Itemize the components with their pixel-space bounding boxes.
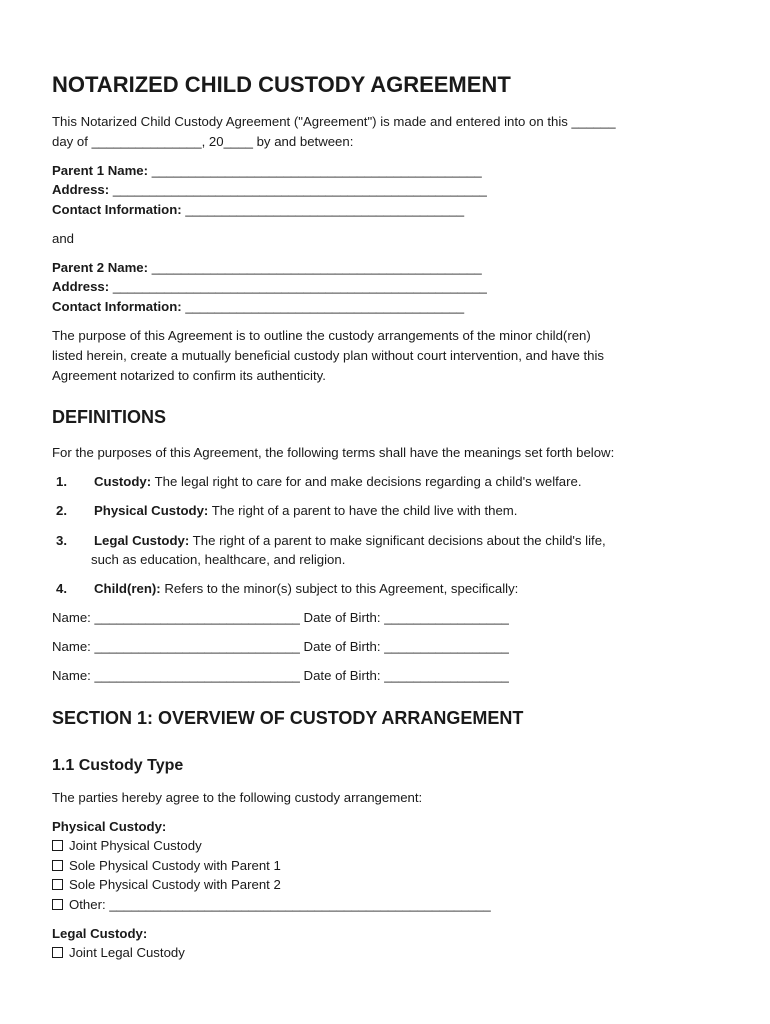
parent2-contact-field[interactable] xyxy=(52,298,464,315)
child-dob-blank[interactable]: _________________ xyxy=(384,639,509,654)
physical-option-joint[interactable] xyxy=(52,837,202,854)
parent1-name-field[interactable] xyxy=(52,162,482,179)
option-label: Joint Legal Custody xyxy=(69,945,185,960)
purpose-line-1: The purpose of this Agreement is to outline the custody arrangements of the minor child(ren) xyxy=(52,328,591,343)
option-label: Other: xyxy=(69,897,106,912)
definition-item-legal-custody xyxy=(56,532,606,549)
definition-term: Child(ren): xyxy=(94,581,161,596)
parent2-address-field[interactable] xyxy=(52,278,487,295)
parent2-address-blank[interactable]: ___________________________________________________ xyxy=(112,279,487,294)
parent2-address-label: Address: xyxy=(52,279,110,294)
parent1-contact-blank[interactable]: ______________________________________ xyxy=(185,202,465,217)
parent1-address-label: Address: xyxy=(52,182,110,197)
custody-type-heading: 1.1 Custody Type xyxy=(52,757,184,774)
definition-text: The legal right to care for and make decisions regarding a child's welfare. xyxy=(151,474,582,489)
checkbox-icon[interactable] xyxy=(52,860,63,871)
checkbox-icon[interactable] xyxy=(52,947,63,958)
definition-text: The right of a parent to make significant decisions about the child's life, xyxy=(189,533,606,548)
child-dob-label: Date of Birth: xyxy=(303,639,381,654)
parent2-contact-blank[interactable]: ______________________________________ xyxy=(185,299,465,314)
definition-item-physical-custody xyxy=(56,502,517,519)
and-text: and xyxy=(52,231,75,246)
definition-item-children xyxy=(56,580,518,597)
definitions-heading: DEFINITIONS xyxy=(52,407,167,427)
purpose-line-3: Agreement notarized to confirm its authenticity. xyxy=(52,368,326,383)
parent2-name-label: Parent 2 Name: xyxy=(52,260,149,275)
child-name-blank[interactable]: ____________________________ xyxy=(94,610,300,625)
definition-term: Physical Custody: xyxy=(94,503,209,518)
child-dob-label: Date of Birth: xyxy=(303,610,381,625)
checkbox-icon[interactable] xyxy=(52,840,63,851)
legal-custody-label: Legal Custody: xyxy=(52,926,148,941)
checkbox-icon[interactable] xyxy=(52,899,63,910)
parent2-name-field[interactable] xyxy=(52,259,482,276)
child-row xyxy=(52,638,509,655)
parent2-name-blank[interactable]: _____________________________________________ xyxy=(151,260,482,275)
definition-term: Custody: xyxy=(94,474,152,489)
definition-number: 1. xyxy=(56,474,67,489)
child-row xyxy=(52,609,509,626)
child-dob-label: Date of Birth: xyxy=(303,668,381,683)
child-name-label: Name: xyxy=(52,610,91,625)
definition-text: Refers to the minor(s) subject to this Agreement, specifically: xyxy=(160,581,519,596)
legal-option-joint[interactable] xyxy=(52,944,185,961)
parent1-address-blank[interactable]: ___________________________________________________ xyxy=(112,182,487,197)
child-name-label: Name: xyxy=(52,668,91,683)
definition-number: 3. xyxy=(56,533,67,548)
definition-number: 2. xyxy=(56,503,67,518)
section1-heading: SECTION 1: OVERVIEW OF CUSTODY ARRANGEMENT xyxy=(52,708,524,728)
child-dob-blank[interactable]: _________________ xyxy=(384,668,509,683)
definition-text: The right of a parent to have the child live with them. xyxy=(208,503,518,518)
parent2-contact-label: Contact Information: xyxy=(52,299,182,314)
definition-text-continued: such as education, healthcare, and religion. xyxy=(91,552,346,567)
child-name-label: Name: xyxy=(52,639,91,654)
checkbox-icon[interactable] xyxy=(52,879,63,890)
physical-option-sole-parent2[interactable] xyxy=(52,876,281,893)
option-label: Sole Physical Custody with Parent 2 xyxy=(69,877,281,892)
custody-type-intro: The parties hereby agree to the following custody arrangement: xyxy=(52,790,423,805)
parent1-name-label: Parent 1 Name: xyxy=(52,163,149,178)
intro-line-2: day of _______________, 20____ by and between: xyxy=(52,134,354,149)
child-name-blank[interactable]: ____________________________ xyxy=(94,668,300,683)
option-label: Joint Physical Custody xyxy=(69,838,202,853)
child-row xyxy=(52,667,509,684)
definitions-intro: For the purposes of this Agreement, the following terms shall have the meanings set forth below: xyxy=(52,445,615,460)
child-name-blank[interactable]: ____________________________ xyxy=(94,639,300,654)
parent1-contact-label: Contact Information: xyxy=(52,202,182,217)
document-title: NOTARIZED CHILD CUSTODY AGREEMENT xyxy=(52,72,511,97)
physical-custody-label: Physical Custody: xyxy=(52,819,167,834)
definition-item-custody xyxy=(56,473,582,490)
child-dob-blank[interactable]: _________________ xyxy=(384,610,509,625)
parent1-address-field[interactable] xyxy=(52,181,487,198)
parent1-contact-field[interactable] xyxy=(52,201,464,218)
physical-option-other[interactable] xyxy=(52,896,491,913)
intro-line-1: This Notarized Child Custody Agreement ("Agreement") is made and entered into on this ______ xyxy=(52,114,616,129)
parent1-name-blank[interactable]: _____________________________________________ xyxy=(151,163,482,178)
definition-number: 4. xyxy=(56,581,67,596)
purpose-line-2: listed herein, create a mutually beneficial custody plan without court intervention, and have this xyxy=(52,348,604,363)
option-label: Sole Physical Custody with Parent 1 xyxy=(69,858,281,873)
physical-option-sole-parent1[interactable] xyxy=(52,857,281,874)
definition-term: Legal Custody: xyxy=(94,533,190,548)
other-blank[interactable]: ____________________________________________________ xyxy=(109,897,491,912)
